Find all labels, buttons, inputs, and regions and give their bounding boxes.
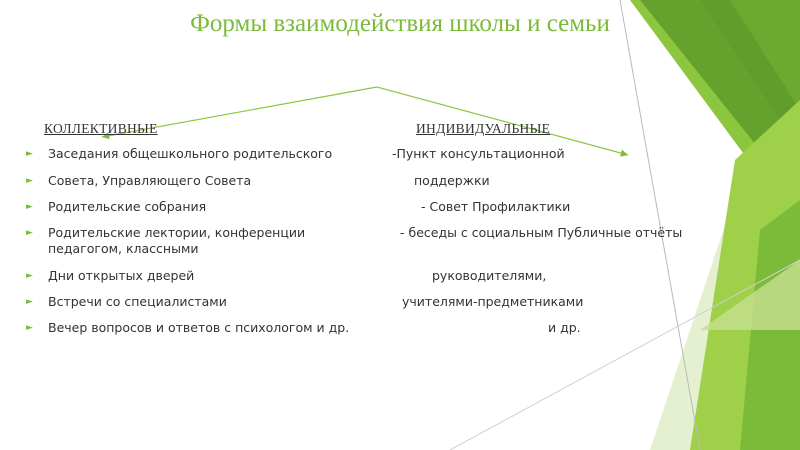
left-item: Встречи со специалистами [48,294,227,309]
bullet-icon: ► [26,149,33,159]
bullet-icon: ► [26,202,33,212]
left-item: Заседания общешкольного родительского [48,146,333,161]
left-column-header: КОЛЛЕКТИВНЫЕ [44,121,158,136]
right-item: учителями-предметниками [402,294,584,309]
left-item: Дни открытых дверей [48,268,195,283]
right-item: - беседы с социальным Публичные отчёты [400,225,683,240]
right-item: и др. [548,320,581,335]
left-item: педагогом, классными [48,241,199,256]
right-item: - Совет Профилактики [421,199,571,214]
right-item: руководителями, [432,268,547,283]
right-item: поддержки [414,173,490,188]
right-item: -Пункт консультационной [392,146,565,161]
bullet-icon: ► [26,323,33,333]
left-item: Родительские лектории, конференции [48,225,306,240]
right-column-header: ИНДИВИДУАЛЬНЫЕ [416,121,551,136]
slide-title: Формы взаимодействия школы и семьи [190,10,610,37]
left-item: Родительские собрания [48,199,207,214]
left-item: Вечер вопросов и ответов с психологом и др. [48,320,350,335]
bullet-icon: ► [26,176,33,186]
bullet-icon: ► [26,297,33,307]
bullet-icon: ► [26,228,33,238]
bullet-icon: ► [26,271,33,281]
left-item: Совета, Управляющего Совета [48,173,252,188]
